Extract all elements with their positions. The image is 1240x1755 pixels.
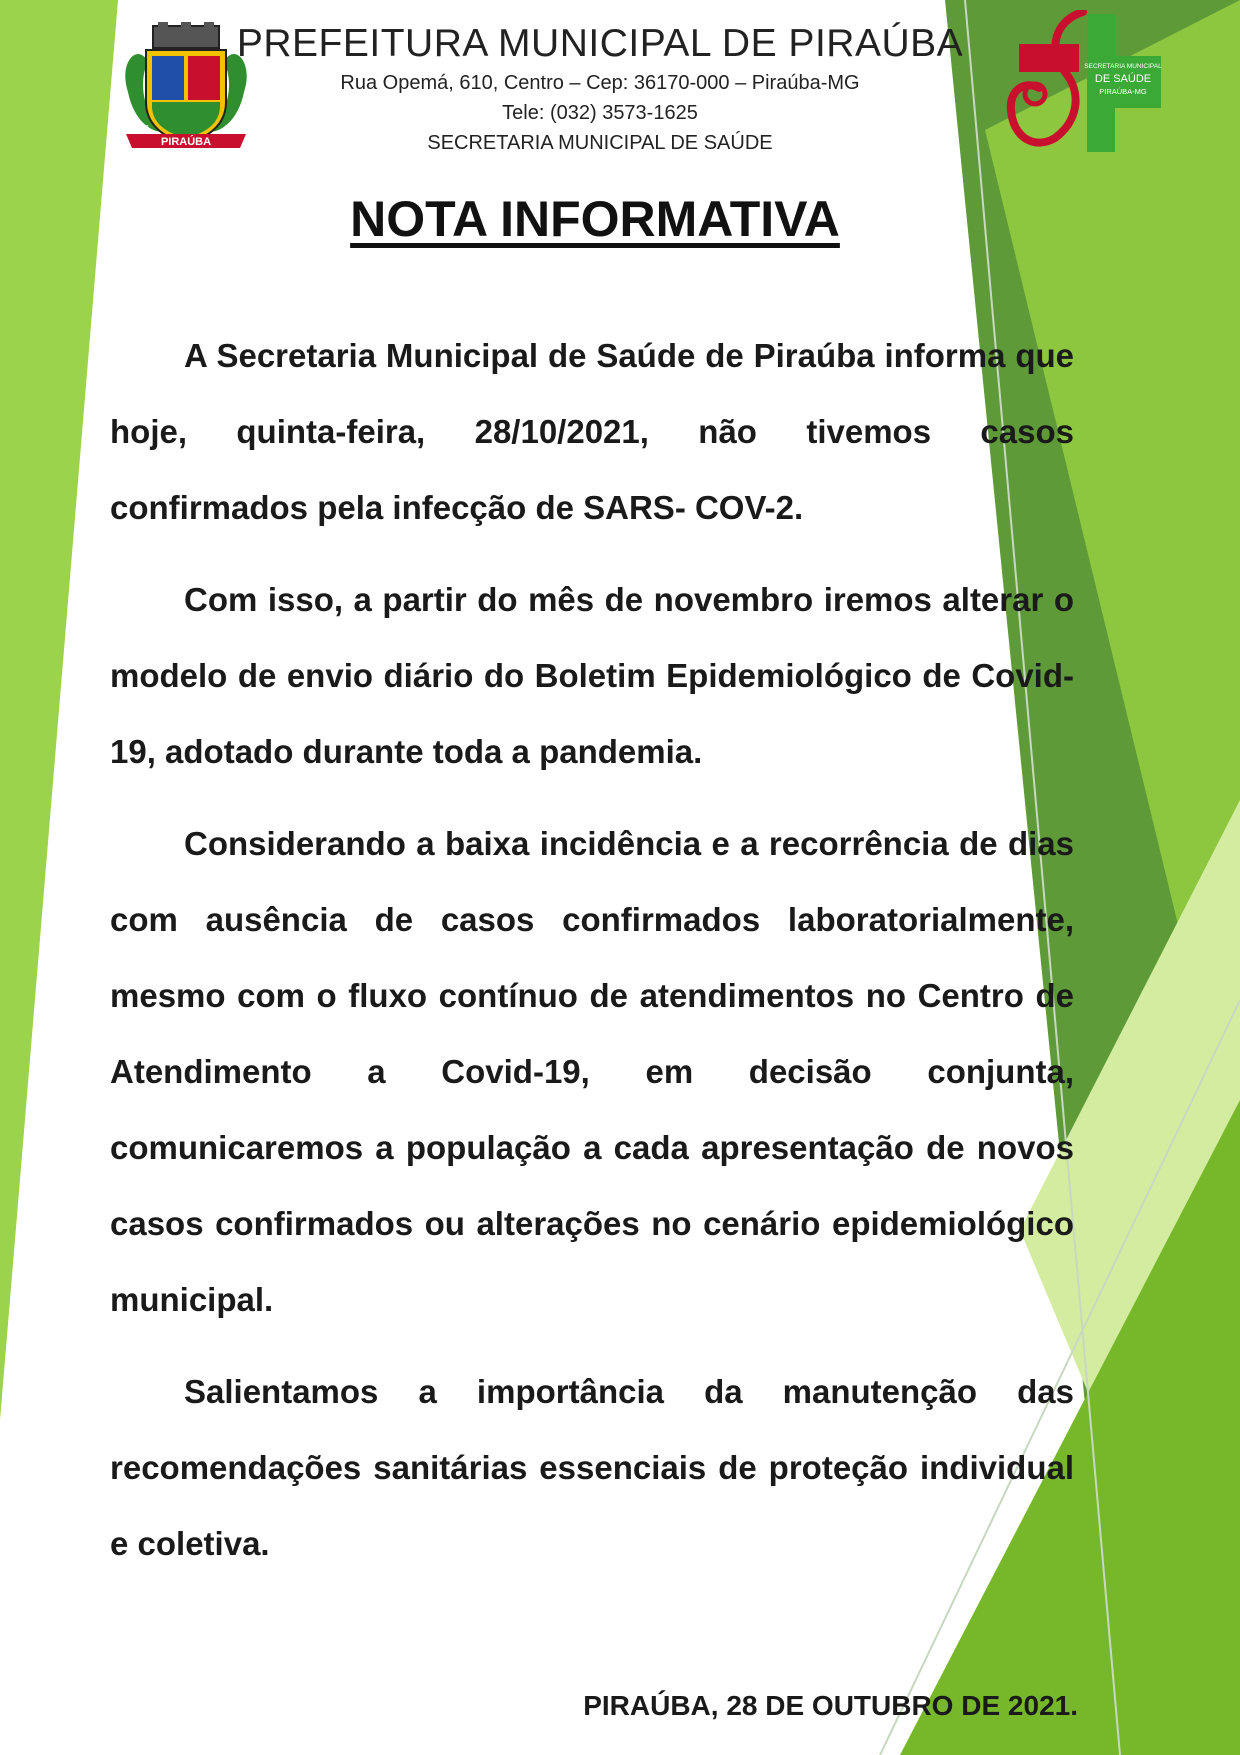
letterhead xyxy=(230,20,970,158)
health-logo-line2: DE SAÚDE xyxy=(1094,73,1152,85)
phone-line: Tele: (032) 3573-1625 xyxy=(502,102,698,124)
department-line: SECRETARIA MUNICIPAL DE SAÚDE xyxy=(427,132,773,154)
document-title: NOTA INFORMATIVA xyxy=(350,191,840,247)
document-body xyxy=(110,318,1074,1598)
crest-date-left: 12/12 xyxy=(131,125,149,132)
paragraph: A Secretaria Municipal de Saúde de Piraúba informa que hoje, quinta-feira, 28/10/2021, não tivemos casos confirmados pela infecção de SARS- COV-2. xyxy=(110,337,1074,526)
health-logo-line1: SECRETARIA MUNICIPAL xyxy=(1084,63,1162,70)
organization-title: PREFEITURA MUNICIPAL DE PIRAÚBA xyxy=(236,22,964,65)
crest-banner-text: PIRAÚBA xyxy=(160,136,212,148)
paragraph: Salientamos a importância da manutenção das recomendações sanitárias essenciais de proteção individual e coletiva. xyxy=(110,1373,1074,1562)
closing-date-line: PIRAÚBA, 28 DE OUTUBRO DE 2021. xyxy=(583,1690,1078,1721)
health-logo-line3: PIRAÚBA-MG xyxy=(1099,87,1147,96)
paragraph: Considerando a baixa incidência e a recorrência de dias com ausência de casos confirmados laboratorialmente, mesmo com o fluxo contínuo de atendimentos no Centro de Atendimento a Covid-19, em decisão conjunta, comunicaremos a população a cada apresentação de novos casos confirmados ou alterações no cenário epidemiológico municipal. xyxy=(110,825,1074,1318)
crest-date-right: 1953 xyxy=(224,125,240,132)
health-secretariat-logo xyxy=(1005,10,1165,160)
address-line: Rua Opemá, 610, Centro – Cep: 36170-000 – Piraúba-MG xyxy=(340,72,860,94)
paragraph: Com isso, a partir do mês de novembro iremos alterar o modelo de envio diário do Boletim Epidemiológico de Covid-19, adotado durante toda a pandemia. xyxy=(110,581,1074,770)
